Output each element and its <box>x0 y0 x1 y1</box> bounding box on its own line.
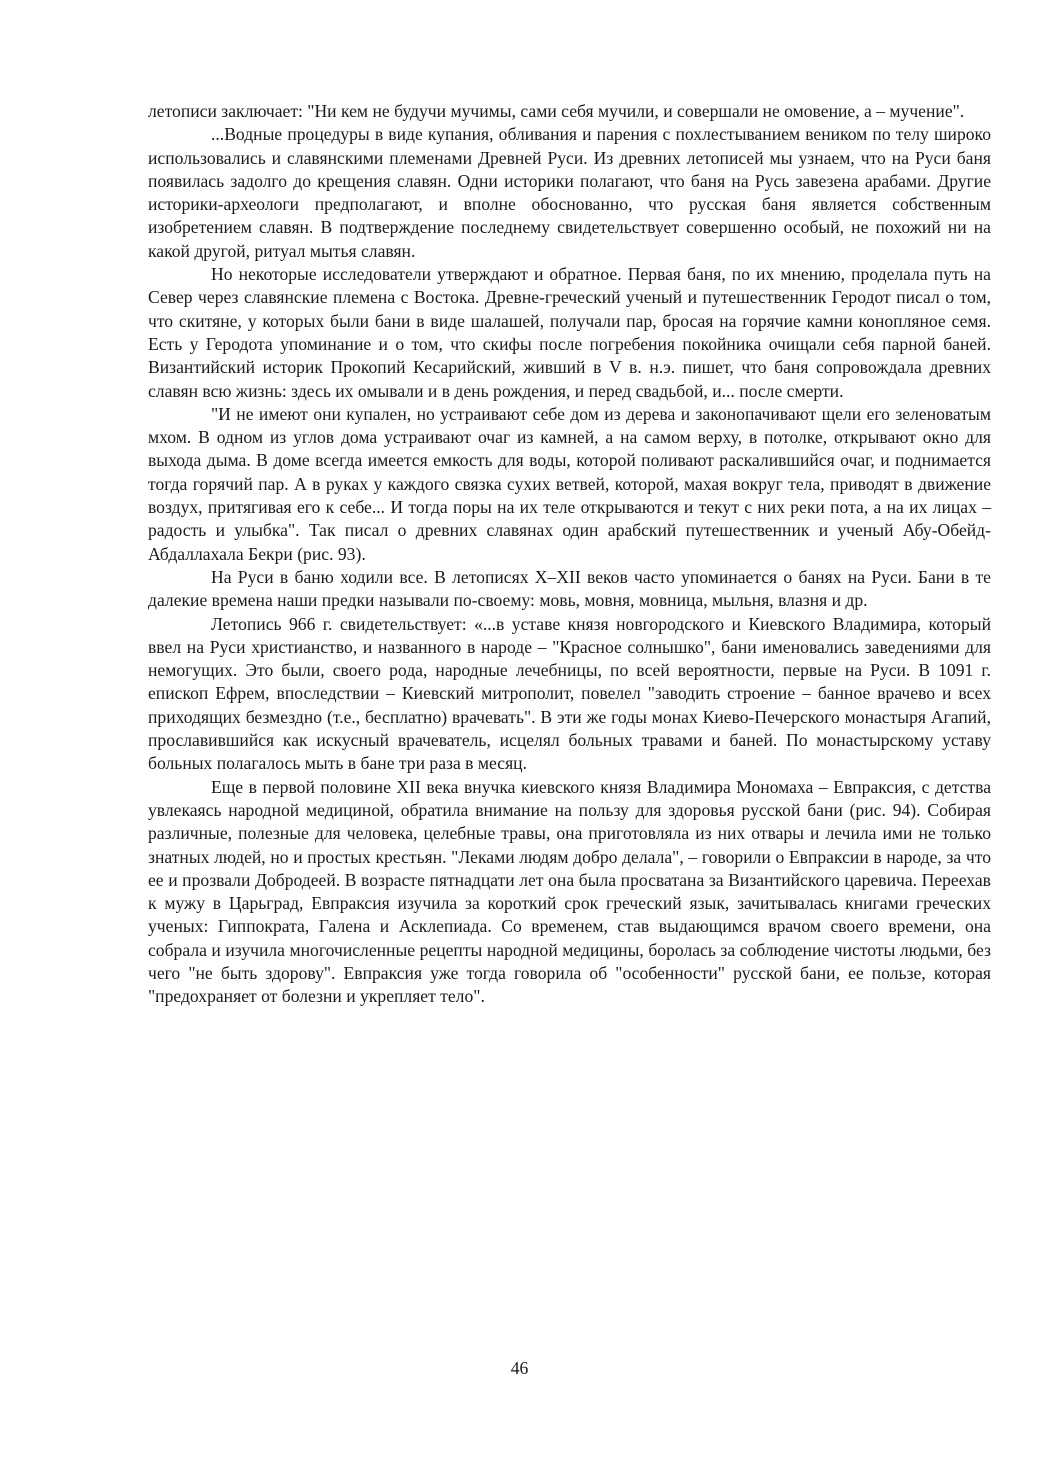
paragraph: На Руси в баню ходили все. В летописях X–XII веков часто упоминается о банях на Руси. Бани в те далекие времена наши предки называли по-своему: мовь, мовня, мовница, мыльня, влазня и др. <box>148 566 991 611</box>
paragraph-continuation: летописи заключает: "Ни кем не будучи мучимы, сами себя мучили, и совершали не омовение, а – мучение". <box>148 101 965 121</box>
paragraph: Летопись 966 г. свидетельствует: «...в уставе князя новгородского и Киевского Владимира, который ввел на Руси христианство, и названного в народе – "Красное солнышко", бани именовались заведениями для немогущих. Это были, своего рода, народные лечебницы, по всей вероятности, первые на Руси. В 1091 г. епископ Ефрем, впоследствии – Киевский митрополит, повелел "заводить строение – банное врачево и всех приходящих безмездно (т.е., бесплатно) врачевать". В эти же годы монах Киево-Печерского монастыря Агапий, прославившийся как искусный врачеватель, исцелял больных травами и баней. По монастырскому уставу больных полагалось мыть в бане три раза в месяц. <box>148 613 991 774</box>
paragraph: ...Водные процедуры в виде купания, обливания и парения с похлестыванием веником по телу широко использовались и славянскими племенами Древней Руси. Из древних летописей мы узнаем, что на Руси баня появилась задолго до крещения славян. Одни историки полагают, что баня на Русь завезена арабами. Другие историки-археологи предполагают, и вполне обоснованно, что русская баня является собственным изобретением славян. В подтверждение последнему свидетельствует совершенно особый, не похожий ни на какой другой, ритуал мытья славян. <box>148 124 991 261</box>
paragraph: Еще в первой половине XII века внучка киевского князя Владимира Мономаха – Евпраксия, с детства увлекаясь народной медициной, обратила внимание на пользу для здоровья русской бани (рис. 94). Собирая различные, полезные для человека, целебные травы, она приготовляла из них отвары и лечила ими не только знатных людей, но и простых крестьян. "Леками людям добро делала", – говорили о Евпраксии в народе, за что ее и прозвали Добродеей. В возрасте пятнадцати лет она была просватана за Византийского царевича. Переехав к мужу в Царьград, Евпраксия изучила за короткий срок греческий язык, зачитывалась книгами греческих ученых: Гиппократа, Галена и Асклепиада. Со временем, став выдающимся врачом своего времени, она собрала и изучила многочисленные рецепты народной медицины, боролась за соблюдение чистоты людьми, без чего "не быть здорову". Евпраксия уже тогда говорила об "особенности" русской бани, ее пользе, которая "предохраняет от болезни и укрепляет тело". <box>148 776 991 1007</box>
paragraph: Но некоторые исследователи утверждают и обратное. Первая баня, по их мнению, проделала путь на Север через славянские племена с Востока. Древне-греческий ученый и путешественник Геродот писал о том, что скитяне, у которых были бани в виде шалашей, получали пар, бросая на горячие камни конопляное семя. Есть у Геродота упоминание и о том, что скифы после погребения покойника очищали себя парной баней. Византийский историк Прокопий Кесарийский, живший в V в. н.э. пишет, что баня сопровождала древних славян всю жизнь: здесь их омывали и в день рождения, и перед свадьбой, и... после смерти. <box>148 264 991 401</box>
paragraph: "И не имеют они купален, но устраивают себе дом из дерева и законопачивают щели его зеленоватым мхом. В одном из углов дома устраивают очаг из камней, а на самом верху, в потолке, открывают окно для выхода дыма. В доме всегда имеется емкость для воды, которой поливают раскалившийся очаг, и поднимается тогда горячий пар. А в руках у каждого связка сухих ветвей, которой, махая вокруг тела, приводят в движение воздух, притягивая его к себе... И тогда поры на их теле открываются и текут с них реки пота, а на их лицах – радость и улыбка". Так писал о древних славянах один арабский путешественник и ученый Абу-Обейд-Абдаллахала Бекри (рис. 93). <box>148 403 991 564</box>
page-number: 46 <box>510 1358 529 1378</box>
page-body <box>148 100 991 1009</box>
